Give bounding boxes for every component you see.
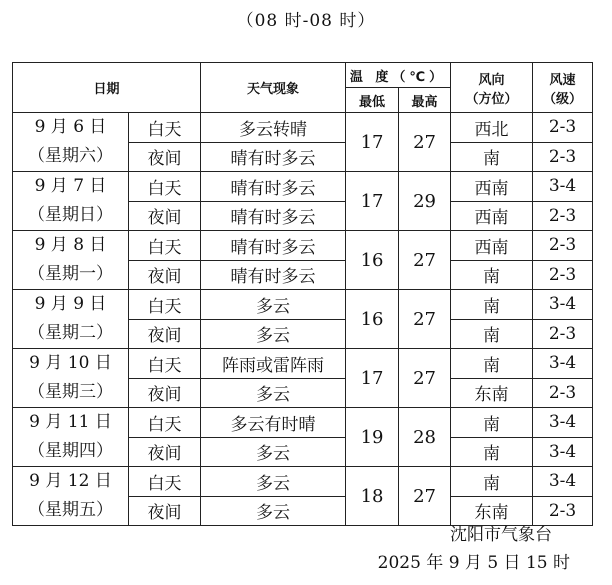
header-weather: 天气现象 xyxy=(201,63,346,113)
wind-speed-cell: 3-4 xyxy=(533,349,593,379)
day-date-cell xyxy=(13,113,129,172)
wind-direction-cell: 西南 xyxy=(451,172,533,202)
weather-cell: 晴有时多云 xyxy=(201,172,346,202)
temp-min-cell: 17 xyxy=(346,172,399,231)
period-label: 夜间 xyxy=(129,260,201,290)
header-temp-max: 最高 xyxy=(399,88,451,113)
period-label: 白天 xyxy=(129,408,201,438)
temp-max-cell: 28 xyxy=(399,408,451,467)
day-date-cell xyxy=(13,172,129,231)
wind-speed-cell: 3-4 xyxy=(533,290,593,320)
wind-direction-cell: 南 xyxy=(451,349,533,379)
table-row xyxy=(13,467,593,497)
header-wind-speed-label: 风速 xyxy=(549,72,576,88)
wind-speed-cell: 2-3 xyxy=(533,496,593,526)
header-temp-min: 最低 xyxy=(346,88,399,113)
wind-direction-cell: 南 xyxy=(451,260,533,290)
wind-speed-cell: 3-4 xyxy=(533,408,593,438)
forecast-body xyxy=(13,113,593,526)
wind-speed-cell: 2-3 xyxy=(533,201,593,231)
wind-speed-cell: 3-4 xyxy=(533,172,593,202)
period-label: 白天 xyxy=(129,349,201,379)
wind-speed-cell: 2-3 xyxy=(533,142,593,172)
temp-min-cell: 16 xyxy=(346,231,399,290)
weather-cell: 多云 xyxy=(201,290,346,320)
day-weekday: （星期三） xyxy=(28,382,113,402)
weather-cell: 多云转晴 xyxy=(201,113,346,143)
wind-direction-cell: 东南 xyxy=(451,378,533,408)
wind-direction-cell: 西南 xyxy=(451,231,533,261)
day-date: 9 月 12 日 xyxy=(29,471,112,491)
period-label: 夜间 xyxy=(129,437,201,467)
weather-cell: 阵雨或雷阵雨 xyxy=(201,349,346,379)
table-row xyxy=(13,172,593,202)
temp-min-cell: 18 xyxy=(346,467,399,526)
weather-cell: 多云有时晴 xyxy=(201,408,346,438)
day-date: 9 月 8 日 xyxy=(34,235,107,255)
weather-cell: 多云 xyxy=(201,467,346,497)
temp-min-cell: 17 xyxy=(346,113,399,172)
header-wind-direction-label: 风向 xyxy=(478,72,505,88)
header-temperature: 温 度（℃） xyxy=(346,63,451,88)
temp-max-cell: 27 xyxy=(399,290,451,349)
temp-max-cell: 29 xyxy=(399,172,451,231)
day-weekday: （星期五） xyxy=(28,500,113,520)
wind-direction-cell: 西南 xyxy=(451,201,533,231)
header-wind-speed-unit: （级） xyxy=(543,91,583,107)
day-date: 9 月 10 日 xyxy=(29,353,112,373)
temp-max-cell: 27 xyxy=(399,349,451,408)
wind-speed-cell: 2-3 xyxy=(533,260,593,290)
wind-speed-cell: 3-4 xyxy=(533,437,593,467)
period-label: 白天 xyxy=(129,231,201,261)
table-row xyxy=(13,290,593,320)
period-label: 夜间 xyxy=(129,201,201,231)
weather-cell: 晴有时多云 xyxy=(201,201,346,231)
header-wind-direction-unit: （方位） xyxy=(465,91,518,107)
day-date-cell xyxy=(13,290,129,349)
weather-cell: 多云 xyxy=(201,496,346,526)
day-date: 9 月 6 日 xyxy=(34,117,107,137)
weather-cell: 多云 xyxy=(201,378,346,408)
wind-direction-cell: 南 xyxy=(451,319,533,349)
wind-speed-cell: 2-3 xyxy=(533,231,593,261)
temp-min-cell: 17 xyxy=(346,349,399,408)
temp-max-cell: 27 xyxy=(399,231,451,290)
day-weekday: （星期二） xyxy=(28,323,113,343)
weather-cell: 多云 xyxy=(201,319,346,349)
wind-direction-cell: 南 xyxy=(451,408,533,438)
day-weekday: （星期四） xyxy=(28,441,113,461)
period-label: 夜间 xyxy=(129,378,201,408)
table-row xyxy=(13,349,593,379)
day-date: 9 月 7 日 xyxy=(34,176,107,196)
temp-max-cell: 27 xyxy=(399,467,451,526)
wind-direction-cell: 西北 xyxy=(451,113,533,143)
forecast-table xyxy=(12,62,593,526)
day-date-cell xyxy=(13,231,129,290)
day-weekday: （星期一） xyxy=(28,264,113,284)
day-weekday: （星期日） xyxy=(28,205,113,225)
wind-direction-cell: 南 xyxy=(451,290,533,320)
temp-min-cell: 19 xyxy=(346,408,399,467)
weather-cell: 晴有时多云 xyxy=(201,231,346,261)
period-label: 白天 xyxy=(129,467,201,497)
wind-direction-cell: 南 xyxy=(451,467,533,497)
period-label: 白天 xyxy=(129,172,201,202)
wind-speed-cell: 3-4 xyxy=(533,467,593,497)
wind-speed-cell: 2-3 xyxy=(533,378,593,408)
table-row xyxy=(13,113,593,143)
temp-min-cell: 16 xyxy=(346,290,399,349)
wind-speed-cell: 2-3 xyxy=(533,113,593,143)
forecast-period-subtitle: （08 时-08 时） xyxy=(236,11,376,31)
wind-direction-cell: 南 xyxy=(451,142,533,172)
day-date: 9 月 9 日 xyxy=(34,294,107,314)
day-weekday: （星期六） xyxy=(28,146,113,166)
day-date: 9 月 11 日 xyxy=(29,412,112,432)
weather-cell: 晴有时多云 xyxy=(201,142,346,172)
wind-direction-cell: 东南 xyxy=(451,496,533,526)
temp-max-cell: 27 xyxy=(399,113,451,172)
header-wind-direction xyxy=(451,63,533,113)
day-date-cell xyxy=(13,467,129,526)
table-row xyxy=(13,231,593,261)
period-label: 白天 xyxy=(129,290,201,320)
period-label: 夜间 xyxy=(129,319,201,349)
weather-cell: 晴有时多云 xyxy=(201,260,346,290)
header-wind-speed xyxy=(533,63,593,113)
wind-direction-cell: 南 xyxy=(451,437,533,467)
header-date: 日期 xyxy=(13,63,201,113)
issue-timestamp: 2025 年 9 月 5 日 15 时 xyxy=(377,553,570,573)
period-label: 夜间 xyxy=(129,496,201,526)
day-date-cell xyxy=(13,408,129,467)
issuer-name: 沈阳市气象台 xyxy=(450,525,552,545)
weather-cell: 多云 xyxy=(201,437,346,467)
wind-speed-cell: 2-3 xyxy=(533,319,593,349)
day-date-cell xyxy=(13,349,129,408)
period-label: 夜间 xyxy=(129,142,201,172)
table-row xyxy=(13,408,593,438)
period-label: 白天 xyxy=(129,113,201,143)
